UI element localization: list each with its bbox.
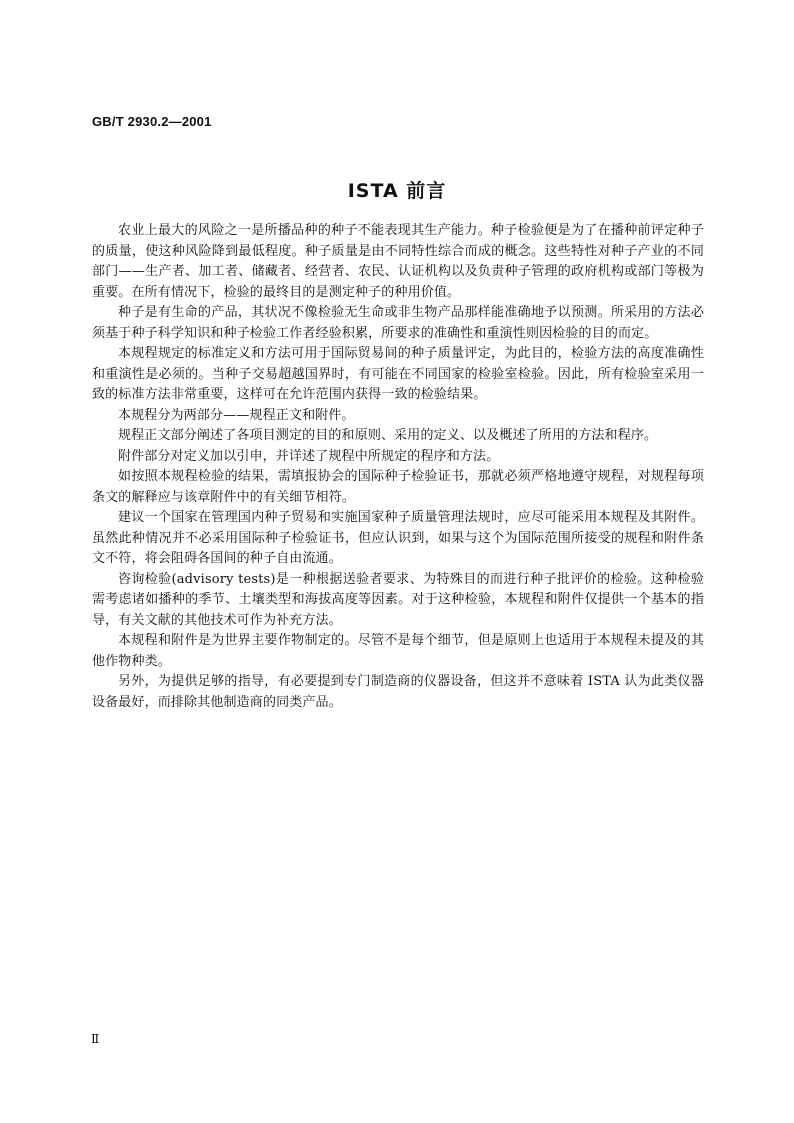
paragraph: 咨询检验(advisory tests)是一种根据送验者要求、为特殊目的而进行种子批评价的检验。这种检验需考虑诸如播种的季节、土壤类型和海拔高度等因素。对于这种检验，本规程和附件仅提供一个基本的指导，有关文献的其他技术可作为补充方法。 [92, 571, 704, 628]
paragraph: 规程正文部分阐述了各项目测定的目的和原则、采用的定义、以及概述了所用的方法和程序。 [118, 428, 658, 443]
page-title: ISTA 前言 [347, 180, 447, 202]
paragraph: 农业上最大的风险之一是所播品种的种子不能表现其生产能力。种子检验便是为了在播种前评定种子的质量，使这种风险降到最低程度。种子质量是由不同特性综合而成的概念。这些特性对种子产业的不同部门——生产者、加工者、储藏者、经营者、农民、认证机构以及负责种子管理的政府机构或部门等极为重要。在所有情况下，检验的最终目的是测定种子的种用价值。 [92, 223, 704, 300]
paragraph: 本规程和附件是为世界主要作物制定的。尽管不是每个细节，但是原则上也适用于本规程未提及的其他作物种类。 [92, 633, 704, 669]
standard-number: GB/T 2930.2—2001 [92, 114, 212, 129]
paragraph: 如按照本规程检验的结果，需填报协会的国际种子检验证书，那就必须严格地遵守规程，对规程每项条文的解释应与该章附件中的有关细节相符。 [92, 469, 704, 505]
body-text [92, 221, 704, 713]
paragraph: 本规程分为两部分——规程正文和附件。 [118, 407, 355, 423]
paragraph: 本规程规定的标准定义和方法可用于国际贸易间的种子质量评定，为此目的，检验方法的高度准确性和重演性是必须的。当种子交易超越国界时，有可能在不同国家的检验室检验。因此，所有检验室采用一致的标准方法非常重要，这样可在允许范围内获得一致的检验结果。 [92, 346, 704, 402]
paragraph: 种子是有生命的产品，其状况不像检验无生命或非生物产品那样能准确地予以预测。所采用的方法必须基于种子科学知识和种子检验工作者经验积累，所要求的准确性和重演性则因检验的目的而定。 [92, 305, 704, 341]
page-number: Ⅱ [91, 1032, 100, 1046]
paragraph: 附件部分对定义加以引申，并详述了规程中所规定的程序和方法。 [118, 448, 500, 464]
paragraph: 建议一个国家在管理国内种子贸易和实施国家种子质量管理法规时，应尽可能采用本规程及其附件。虽然此种情况并不必采用国际种子检验证书，但应认识到，如果与这个为国际范围所接受的规程和附件条文不符，将会阻碍各国间的种子自由流通。 [92, 510, 704, 566]
paragraph: 另外，为提供足够的指导，有必要提到专门制造商的仪器设备，但这并不意味着 ISTA 认为此类仪器设备最好，而排除其他制造商的同类产品。 [92, 674, 704, 710]
